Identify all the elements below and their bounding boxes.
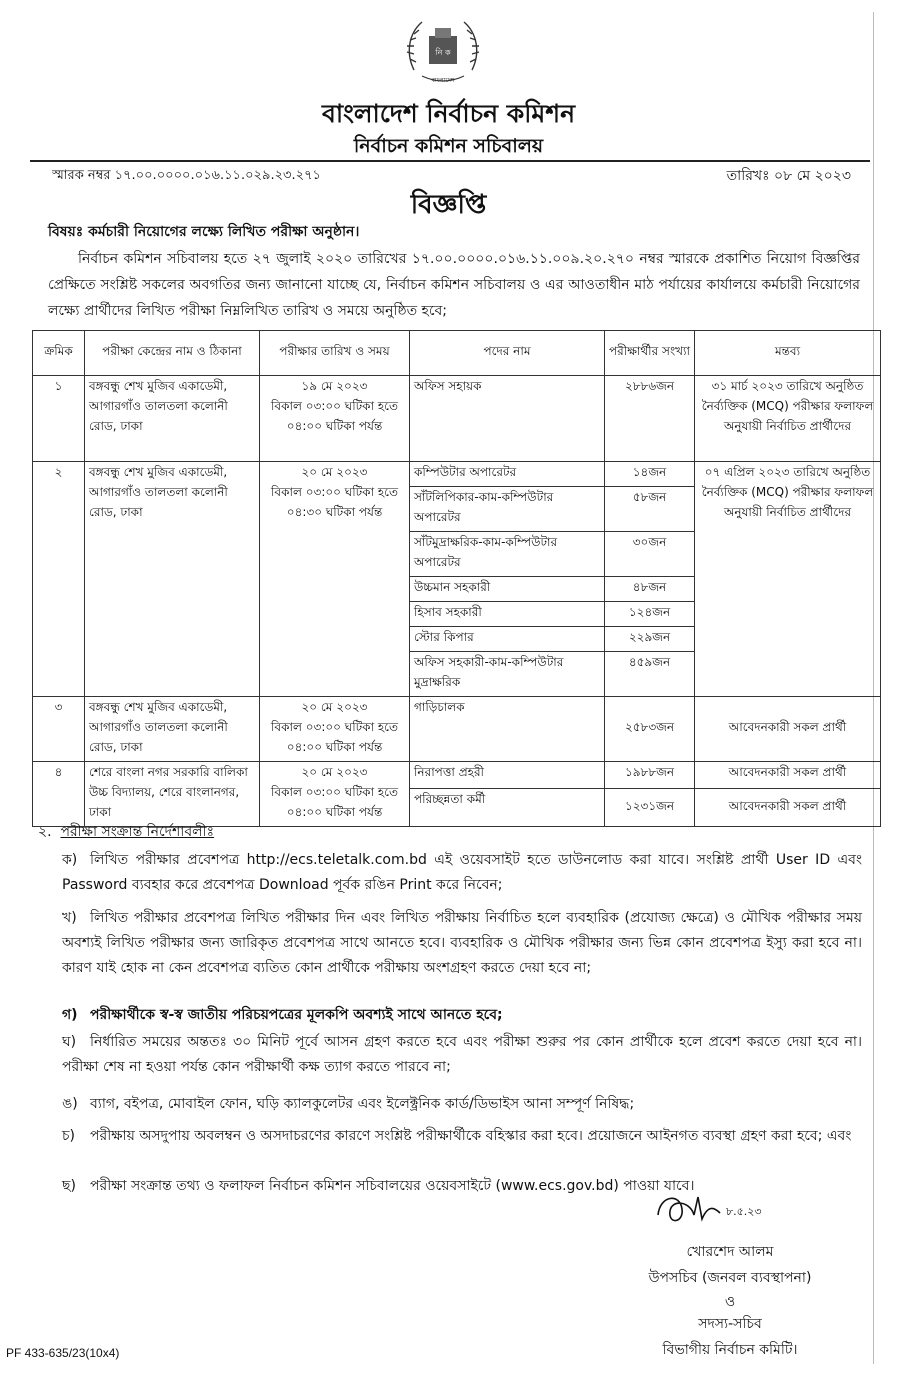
instruction-label: ঘ) [62,1034,77,1050]
count-cell: ১৪জন [605,462,695,487]
count-cell: ১২৪জন [605,602,695,627]
table-row [33,376,881,462]
center-cell: শেরে বাংলা নগর সরকারি বালিকা উচ্চ বিদ্যালয়, শেরে বাংলানগর, ঢাকা [85,762,260,827]
serial-cell: ১ [33,376,85,462]
exam-date: ২০ মে ২০২৩ [301,700,368,714]
post-cell: সাঁটলিপিকার-কাম-কম্পিউটার অপারেটর [410,487,605,532]
signer-role: সদস্য-সচিব [698,1316,762,1332]
instruction-label: ক) [62,852,78,868]
instruction-label: গ) [62,1007,78,1023]
notice-title: বিজ্ঞপ্তি [410,190,487,220]
signature-date: ৮.৫.২৩ [726,1205,762,1218]
post-cell: পরিচ্ছন্নতা কর্মী [410,789,605,827]
signature-mark [650,1185,762,1235]
instruction-label: চ) [62,1128,76,1144]
remark-cell: আবেদনকারী সকল প্রার্থী [695,789,881,827]
exam-date: ২০ মে ২০২৩ [301,465,368,479]
instruction-item [62,1030,862,1080]
datetime-cell [260,697,410,762]
signer-name: খোরশেদ আলম [686,1244,774,1260]
instructions-heading-number: ২. [38,824,52,840]
instruction-item [62,1092,862,1117]
post-cell: অফিস সহকারী-কাম-কম্পিউটার মুদ্রাক্ষরিক [410,652,605,697]
post-cell: নিরাপত্তা প্রহরী [410,762,605,789]
count-cell: ২৫৮৩জন [605,697,695,762]
center-cell: বঙ্গবন্ধু শেখ মুজিব একাডেমী, আগারগাঁও তালতলা কলোনী রোড, ঢাকা [85,376,260,462]
instruction-text: ব্যাগ, বইপত্র, মোবাইল ফোন, ঘড়ি ক্যালকুলেটর এবং ইলেক্ট্রনিক কার্ড/ডিভাইস আনা সম্পূর্ণ নিষিদ্ধ; [90,1096,635,1112]
instruction-text: পরীক্ষায় অসদুপায় অবলম্বন ও অসদাচরণের কারণে সংশ্লিষ্ট পরীক্ষার্থীকে বহিস্কার করা হবে। প্রয়োজনে আইনগত ব্যবস্থা গ্রহণ করা হবে; এবং [90,1128,852,1144]
post-cell: উচ্চমান সহকারী [410,577,605,602]
emblem-caption: বাংলাদেশ [431,77,455,84]
exam-time: বিকাল ০৩:০০ ঘটিকা হতে ০৪:০০ ঘটিকা পর্যন্ত [270,399,398,433]
instruction-item [62,1003,862,1028]
count-cell: ১২৩১জন [605,789,695,827]
post-cell: সাঁটমুদ্রাক্ষরিক-কাম-কম্পিউটার অপারেটর [410,532,605,577]
center-cell: বঙ্গবন্ধু শেখ মুজিব একাডেমী, আগারগাঁও তালতলা কলোনী রোড, ঢাকা [85,462,260,697]
notice-date: তারিখঃ ০৮ মে ২০২৩ [726,168,851,184]
post-cell: গাড়িচালক [410,697,605,762]
instruction-text: নির্ধারিত সময়ের অন্ততঃ ৩০ মিনিট পূর্বে আসন গ্রহণ করতে হবে এবং পরীক্ষা শুরুর পর কোন প্রার্থীকে হলে প্রবেশ করতে দেয়া হবে না। পরীক্ষা শেষ না হওয়া পর্যন্ত কোন পরীক্ষার্থী কক্ষ ত্যাগ করতে পারবে না; [62,1034,862,1075]
count-cell: ৫৮জন [605,487,695,532]
post-cell: অফিস সহায়ক [410,376,605,462]
table-header-row [33,331,881,376]
header-rule [30,160,870,162]
instructions-heading-text: পরীক্ষা সংক্রান্ত নির্দেশাবলীঃ [60,824,215,840]
signer-and: ও [724,1294,736,1310]
exam-time: বিকাল ০৩:০০ ঘটিকা হতে ০৪:৩০ ঘটিকা পর্যন্ত [270,485,398,519]
count-cell: ৪৫৯জন [605,652,695,697]
post-cell: কম্পিউটার অপারেটর [410,462,605,487]
count-cell: ১৯৮৮জন [605,762,695,789]
serial-cell: ৪ [33,762,85,827]
signer-designation: উপসচিব (জনবল ব্যবস্থাপনা) [648,1270,812,1286]
subject-line: বিষয়ঃ কর্মচারী নিয়োগের লক্ষ্যে লিখিত পরীক্ষা অনুষ্ঠান। [48,224,360,240]
exam-schedule-table [32,330,881,827]
col-header-center: পরীক্ষা কেন্দ্রের নাম ও ঠিকানা [85,331,260,376]
instructions-heading [38,820,214,844]
org-subtitle: নির্বাচন কমিশন সচিবালয় [353,135,544,157]
table-row [33,462,881,487]
instruction-text: পরীক্ষার্থীকে স্ব-স্ব জাতীয় পরিচয়পত্রের মূলকপি অবশ্যই সাথে আনতে হবে; [90,1007,503,1023]
instruction-item [62,906,862,981]
datetime-cell [260,376,410,462]
remark-cell: ০৭ এপ্রিল ২০২৩ তারিখে অনুষ্ঠিত নৈর্ব্যক্তিক (MCQ) পরীক্ষার ফলাফল অনুযায়ী নির্বাচিত প্রার্থীদের [695,462,881,697]
remark-cell: আবেদনকারী সকল প্রার্থী [695,762,881,789]
exam-time: বিকাল ০৩:০০ ঘটিকা হতে ০৪:০০ ঘটিকা পর্যন্ত [270,785,398,819]
instruction-text: লিখিত পরীক্ষার প্রবেশপত্র লিখিত পরীক্ষার দিন এবং লিখিত পরীক্ষায় নির্বাচিত হলে ব্যবহারিক (প্রযোজ্য ক্ষেত্রে) ও মৌখিক পরীক্ষার সময় অবশ্যই লিখিত পরীক্ষার জন্য জারিকৃত প্রবেশপত্র সাথে আনতে হবে। ব্যবহারিক ও মৌখিক পরীক্ষার জন্য ভিন্ন কোন প্রবেশপত্র ইস্যু করা হবে না। কারণ যাই হোক না কেন প্রবেশপত্র ব্যতিত কোন প্রার্থীকে পরীক্ষায় অংশগ্রহণ করতে দেয়া হবে না; [62,910,862,976]
datetime-cell [260,762,410,827]
datetime-cell [260,462,410,697]
table-row [33,697,881,762]
post-cell: হিসাব সহকারী [410,602,605,627]
instruction-label: ছ) [62,1178,76,1194]
col-header-post: পদের নাম [410,331,605,376]
instruction-text: পরীক্ষা সংক্রান্ত তথ্য ও ফলাফল নির্বাচন কমিশন সচিবালয়ের ওয়েবসাইটে (www.ecs.gov.bd) পাওয়া যাবে। [90,1178,695,1194]
emblem-letters: নি ক [435,48,451,57]
election-commission-emblem [402,10,484,92]
exam-time: বিকাল ০৩:০০ ঘটিকা হতে ০৪:০০ ঘটিকা পর্যন্ত [270,720,398,754]
post-cell: স্টোর কিপার [410,627,605,652]
memo-number: স্মারক নম্বর ১৭.০০.০০০০.০১৬.১১.০২৯.২৩.২৭১ [52,168,321,183]
instruction-label: খ) [62,910,77,926]
table-row [33,762,881,789]
org-title: বাংলাদেশ নির্বাচন কমিশন [321,99,576,128]
remark-cell: আবেদনকারী সকল প্রার্থী [695,697,881,762]
center-cell: বঙ্গবন্ধু শেখ মুজিব একাডেমী, আগারগাঁও তালতলা কলোনী রোড, ঢাকা [85,697,260,762]
count-cell: ৪৮জন [605,577,695,602]
serial-cell: ৩ [33,697,85,762]
count-cell: ২২৯জন [605,627,695,652]
instruction-text: লিখিত পরীক্ষার প্রবেশপত্র http://ecs.teletalk.com.bd এই ওয়েবসাইট হতে ডাউনলোড করা যাবে। সংশ্লিষ্ট প্রার্থী User ID এবং Password ব্যবহার করে প্রবেশপত্র Download পূর্বক রঙিন Print করে নিবেন; [62,852,862,893]
col-header-datetime: পরীক্ষার তারিখ ও সময় [260,331,410,376]
instruction-label: ঙ) [62,1096,78,1112]
print-code: PF 433-635/23(10x4) [6,1346,120,1360]
col-header-remark: মন্তব্য [695,331,881,376]
intro-paragraph: নির্বাচন কমিশন সচিবালয় হতে ২৭ জুলাই ২০২০ তারিখের ১৭.০০.০০০০.০১৬.১১.০০৯.২০.২৭০ নম্বর স্মারকে প্রকাশিত নিয়োগ বিজ্ঞপ্তির প্রেক্ষিতে সংশ্লিষ্ট সকলের অবগতির জন্য জানানো যাচ্ছে যে, নির্বাচন কমিশন সচিবালয় ও এর আওতাধীন মাঠ পর্যায়ের কার্যালয়ে কর্মচারী নিয়োগের লক্ষ্যে প্রার্থীদের লিখিত পরীক্ষা নিম্নলিখিত তারিখ ও সময়ে অনুষ্ঠিত হবে; [48,251,860,319]
col-header-serial: ক্রমিক [33,331,85,376]
count-cell: ৩০জন [605,532,695,577]
exam-date: ২০ মে ২০২৩ [301,765,368,779]
signer-committee: বিভাগীয় নির্বাচন কমিটি। [662,1342,798,1358]
exam-date: ১৯ মে ২০২৩ [301,379,368,393]
serial-cell: ২ [33,462,85,697]
instruction-item [62,1124,862,1149]
count-cell: ২৮৮৬জন [605,376,695,462]
instruction-item [62,848,862,898]
col-header-count: পরীক্ষার্থীর সংখ্যা [605,331,695,376]
remark-cell: ৩১ মার্চ ২০২৩ তারিখে অনুষ্ঠিত নৈর্ব্যক্তিক (MCQ) পরীক্ষার ফলাফল অনুযায়ী নির্বাচিত প্রার্থীদের [695,376,881,462]
